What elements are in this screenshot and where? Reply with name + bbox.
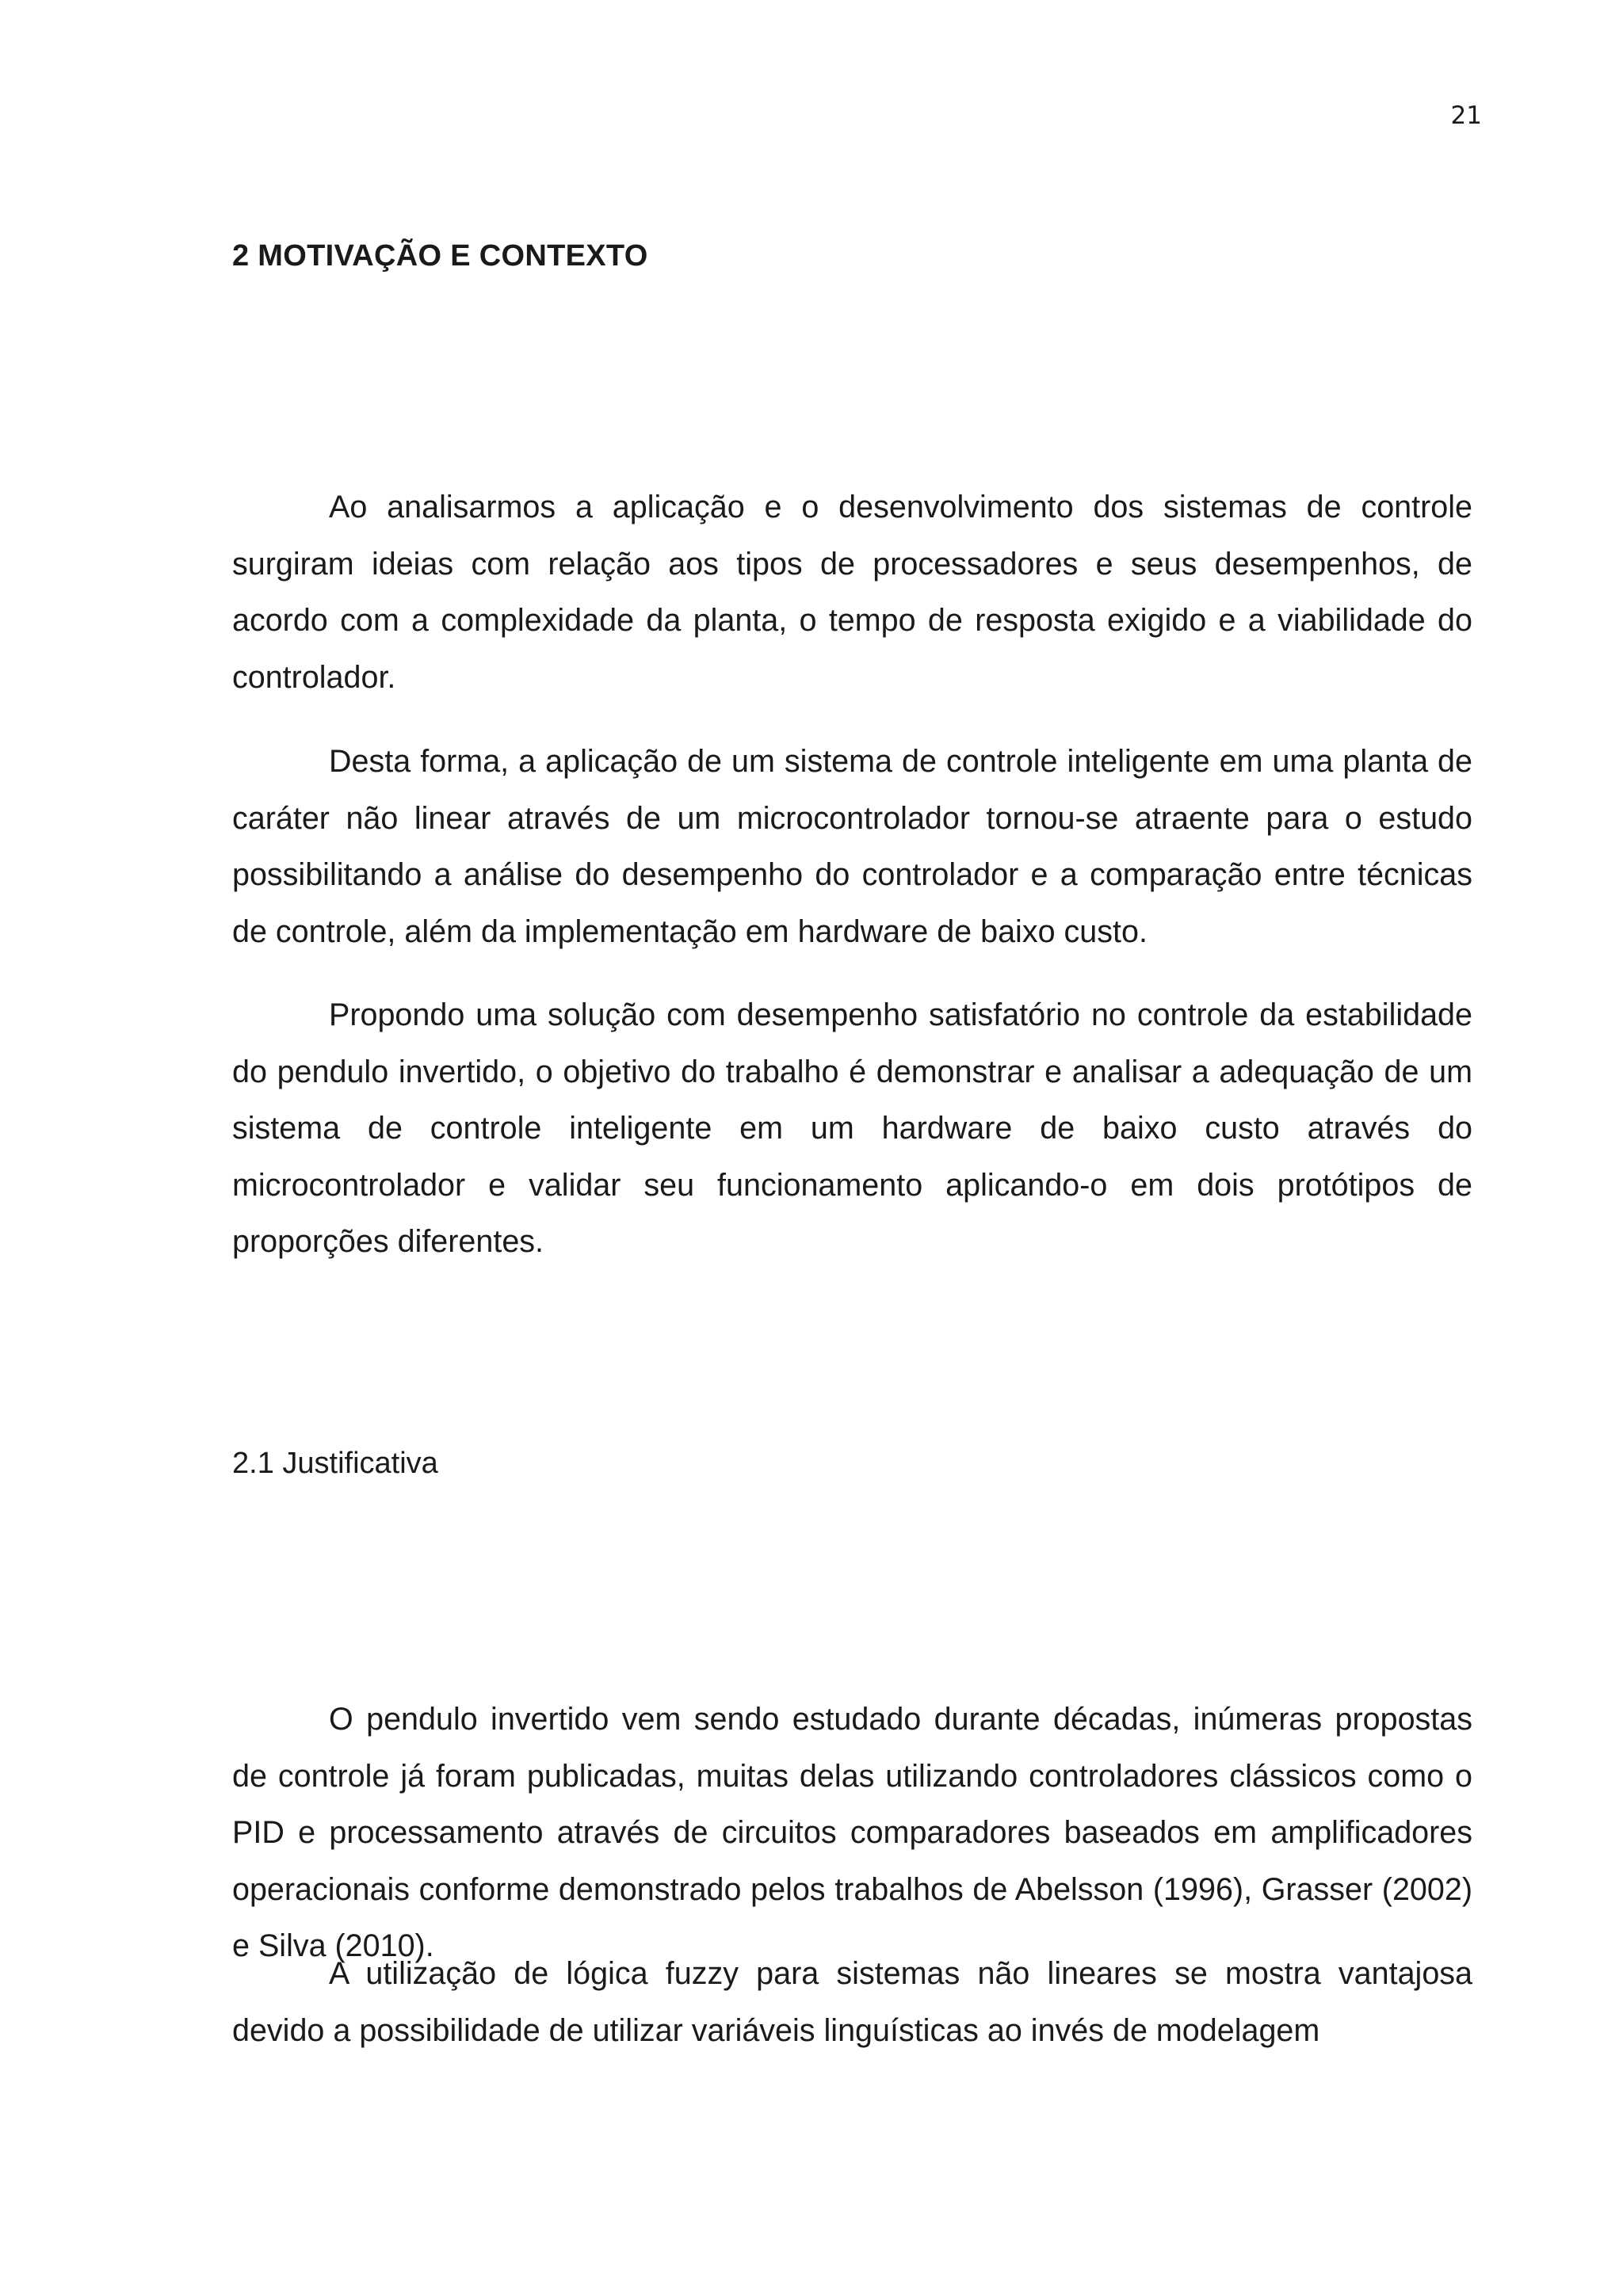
chapter-title: 2 MOTIVAÇÃO E CONTEXTO	[232, 239, 648, 273]
chapter-paragraph-2: Desta forma, a aplicação de um sistema de controle inteligente em uma planta de caráter não linear através de um microcontrolador tornou-se atraente para o estudo possibilitando a análise do desempenho do controlador e a comparação entre técnicas de controle, além da implementação em hardware de baixo custo.	[232, 744, 1472, 949]
page-number: 21	[1450, 101, 1482, 130]
section-paragraph-2: A utilização de lógica fuzzy para sistemas não lineares se mostra vantajosa devido a possibilidade de utilizar variáveis linguísticas ao invés de modelagem	[232, 1956, 1472, 2048]
section-title: 2.1 Justificativa	[232, 1447, 438, 1480]
section-paragraph-1: O pendulo invertido vem sendo estudado durante décadas, inúmeras propostas de controle já foram publicadas, muitas delas utilizando controladores clássicos como o PID e processamento através de circuitos comparadores baseados em amplificadores operacionais conforme demonstrado pelos trabalhos de Abelsson (1996), Grasser (2002) e Silva (2010).	[232, 1702, 1472, 1964]
chapter-paragraph-1: Ao analisarmos a aplicação e o desenvolvimento dos sistemas de controle surgiram ideias com relação aos tipos de processadores e seus desempenhos, de acordo com a complexidade da planta, o tempo de resposta exigido e a viabilidade do controlador.	[232, 490, 1472, 695]
chapter-paragraph-3: Propondo uma solução com desempenho satisfatório no controle da estabilidade do pendulo invertido, o objetivo do trabalho é demonstrar e analisar a adequação de um sistema de controle inteligente em um hardware de baixo custo através do microcontrolador e validar seu funcionamento aplicando-o em dois protótipos de proporções diferentes.	[232, 997, 1472, 1260]
